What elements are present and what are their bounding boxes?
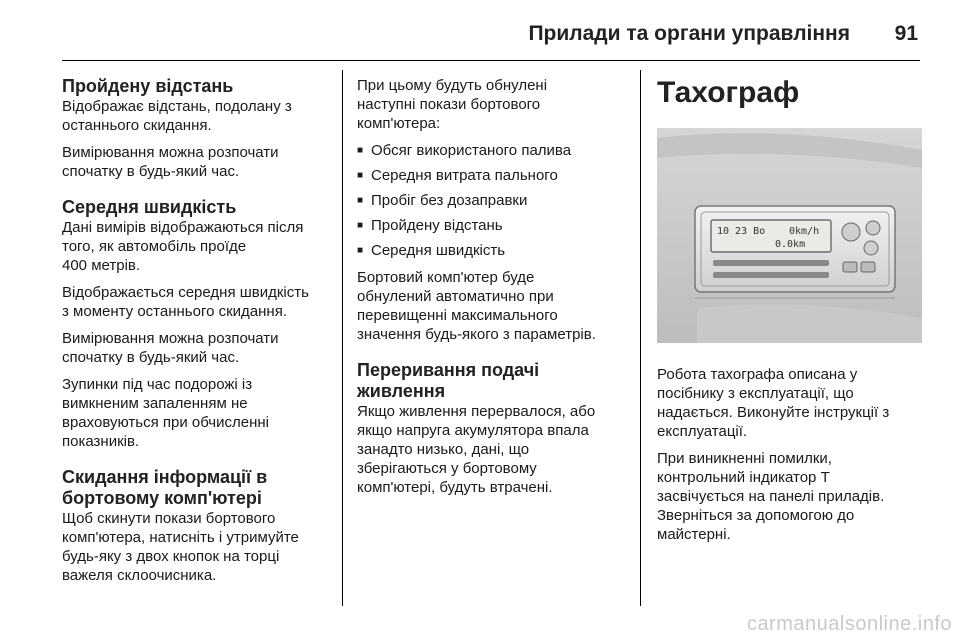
page-number: 91 [894,22,918,45]
paragraph: Вимірювання можна розпочати спочатку в будь-який час. [62,330,279,366]
list-item-text: Середня витрата пального [371,167,558,184]
section-big-title: Тахограф [657,76,800,109]
display-text: 0.0km [775,239,806,250]
list-item [357,241,627,260]
header-rule [62,60,920,61]
bullet-square-icon: ■ [357,145,364,156]
paragraph: Відображається середня швидкість з моменту останнього скидання. [62,284,309,320]
column-2 [357,76,627,505]
list-item-text: Пройдену відстань [371,217,503,234]
list-item-text: Середня швидкість [371,242,506,259]
paragraph: Робота тахографа описана у посібнику з експлуатації, що надається. Виконуйте інструкції з експлуатації. [657,366,890,440]
list-item [357,216,627,235]
tachograph-figure [657,128,922,343]
paragraph: Вимірювання можна розпочати спочатку в будь-який час. [62,144,279,180]
intro-paragraph: При цьому будуть обнулені наступні покази бортового комп'ютера: [357,77,548,132]
page-header-title: Прилади та органи управління [528,22,850,45]
column-divider [342,70,343,606]
bullet-square-icon: ■ [357,220,364,231]
list-item-text: Обсяг використаного палива [371,142,572,159]
paragraph: Відображає відстань, подолану з останнього скидання. [62,98,292,134]
paragraph: При виникненні помилки, контрольний індикатор T засвічується на панелі приладів. Зверніться за допомогою до майстерні. [657,450,885,543]
section-distance [62,76,330,181]
section-average-speed [62,197,330,451]
display-text: 10 23 Bo [717,226,766,237]
section-reset [62,467,330,585]
list-item-text: Пробіг без дозаправки [371,192,528,209]
list-item [357,166,627,185]
watermark-text: carmanualsonline.info [746,613,952,635]
reset-bullet-list [357,141,627,260]
column-divider [640,70,641,606]
section-title: Середня швидкість [62,197,237,217]
section-title: Скидання інформації в бортовому комп'ютері [62,467,268,508]
column-3 [657,76,922,552]
section-title: Переривання подачі живлення [357,360,540,401]
paragraph: Бортовий комп'ютер буде обнулений автоматично при перевищенні максимального значення будь-якого з параметрів. [357,269,596,343]
display-text: 0km/h [789,226,820,237]
bullet-square-icon: ■ [357,195,364,206]
column-1 [62,76,330,601]
section-title: Пройдену відстань [62,76,234,96]
paragraph: Якщо живлення перервалося, або якщо напруга акумулятора впала занадто низько, дані, що зберігаються у бортовому комп'ютері, будуть втрачені. [357,403,596,496]
bullet-square-icon: ■ [357,170,364,181]
tachograph-illustration-icon [657,128,922,343]
bullet-square-icon: ■ [357,245,364,256]
paragraph: Зупинки під час подорожі із вимкненим запаленням не враховуються при обчисленні показників. [62,376,269,450]
list-item [357,141,627,160]
paragraph: Щоб скинути покази бортового комп'ютера, натисніть і утримуйте будь-яку з двох кнопок на торці важеля склоочисника. [62,510,299,584]
list-item [357,191,627,210]
paragraph: Дані вимірів відображаються після того, як автомобіль проїде 400 метрів. [62,219,304,274]
